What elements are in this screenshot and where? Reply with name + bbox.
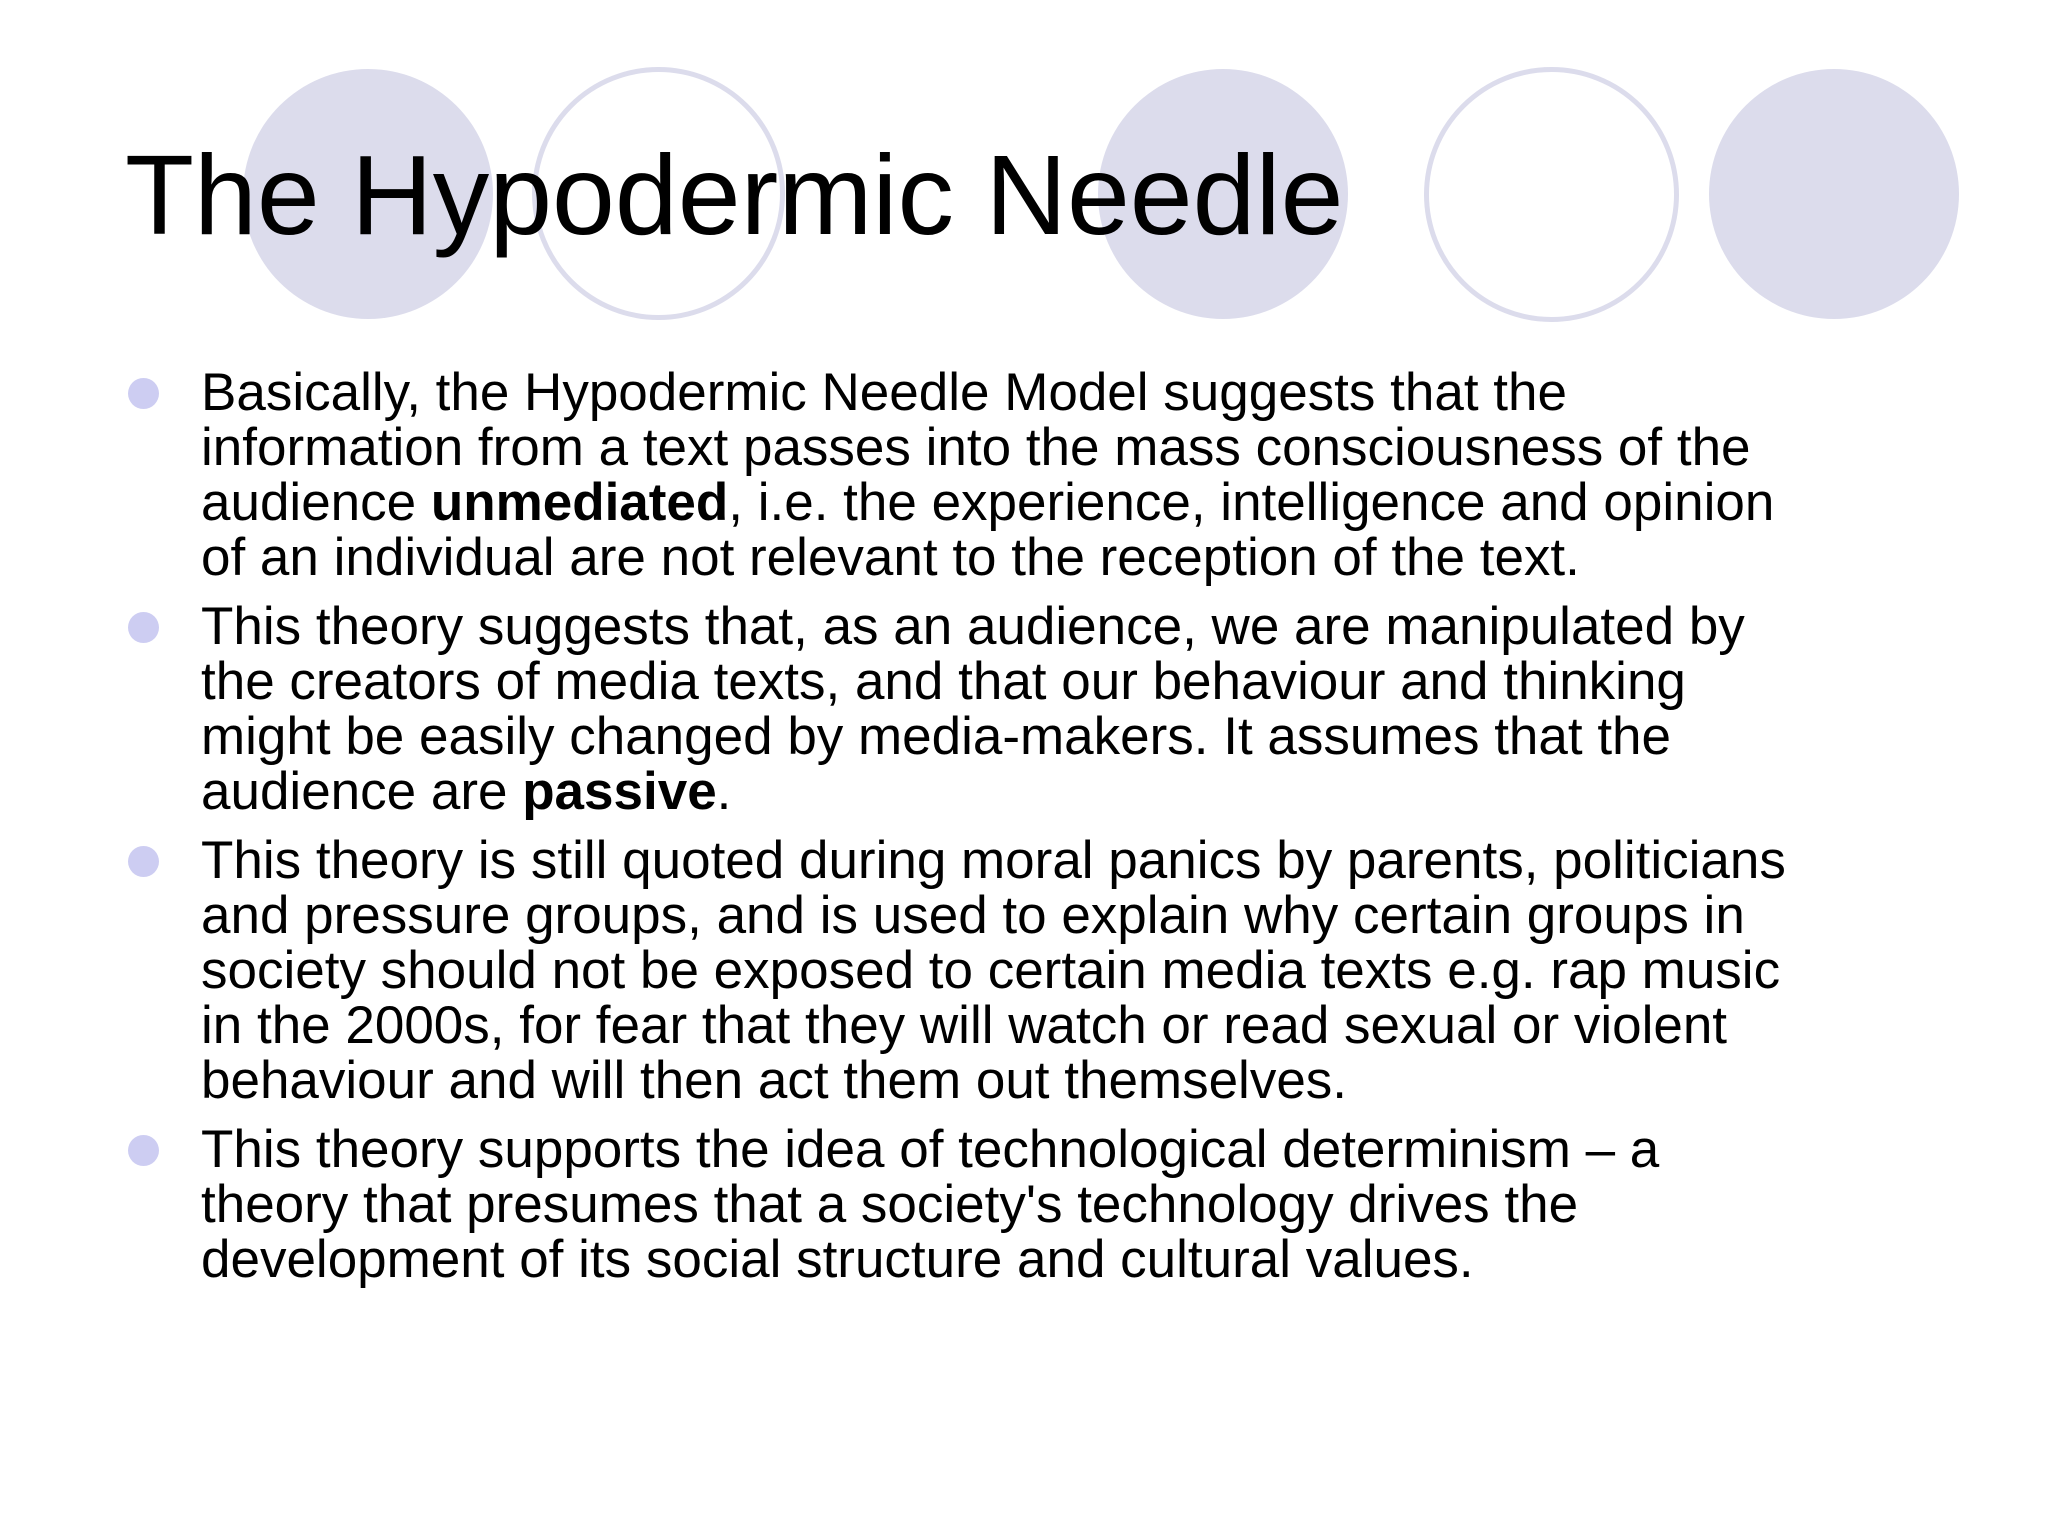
bullet-text-line bbox=[201, 764, 2025, 819]
bullet-dot-icon bbox=[128, 612, 159, 643]
bullet-text-line: theory that presumes that a society's technology drives the bbox=[201, 1175, 1579, 1234]
bullet-text-line: the creators of media texts, and that our behaviour and thinking bbox=[201, 652, 1686, 711]
bullet-item bbox=[125, 365, 2025, 585]
bullet-text-line: behaviour and will then act them out themselves. bbox=[201, 1051, 1348, 1110]
text-run: , i.e. the experience, intelligence and opinion bbox=[728, 473, 1775, 532]
text-run: audience bbox=[201, 473, 431, 532]
bullet-dot-icon bbox=[128, 1135, 159, 1166]
bullet-item bbox=[125, 1122, 2025, 1287]
bullet-list bbox=[125, 365, 2025, 1301]
bullet-item bbox=[125, 599, 2025, 819]
bullet-text-line: in the 2000s, for fear that they will watch or read sexual or violent bbox=[201, 996, 1728, 1055]
decorative-circle-outline bbox=[1424, 67, 1679, 322]
bullet-text-line: This theory suggests that, as an audience, we are manipulated by bbox=[201, 597, 1745, 656]
bullet-text-line: of an individual are not relevant to the reception of the text. bbox=[201, 528, 1580, 587]
bullet-item bbox=[125, 833, 2025, 1108]
bullet-text-line: might be easily changed by media-makers. It assumes that the bbox=[201, 707, 1671, 766]
bold-term-passive: passive bbox=[522, 762, 717, 821]
bullet-text-line: This theory is still quoted during moral panics by parents, politicians bbox=[201, 831, 1786, 890]
bullet-dot-icon bbox=[128, 846, 159, 877]
decorative-circle-filled bbox=[1709, 69, 1959, 319]
bullet-text-line bbox=[201, 475, 2025, 530]
bullet-text-line: Basically, the Hypodermic Needle Model suggests that the bbox=[201, 363, 1567, 422]
text-run: audience are bbox=[201, 762, 523, 821]
slide-title: The Hypodermic Needle bbox=[125, 132, 1344, 258]
bullet-text-line: information from a text passes into the mass consciousness of the bbox=[201, 418, 1751, 477]
bold-term-unmediated: unmediated bbox=[430, 473, 729, 532]
bullet-text-line: society should not be exposed to certain media texts e.g. rap music bbox=[201, 941, 1781, 1000]
bullet-dot-icon bbox=[128, 378, 159, 409]
bullet-text-line: This theory supports the idea of technological determinism – a bbox=[201, 1120, 1660, 1179]
bullet-text-line: and pressure groups, and is used to explain why certain groups in bbox=[201, 886, 1745, 945]
bullet-text-line: development of its social structure and cultural values. bbox=[201, 1230, 1474, 1289]
text-run: . bbox=[716, 762, 732, 821]
